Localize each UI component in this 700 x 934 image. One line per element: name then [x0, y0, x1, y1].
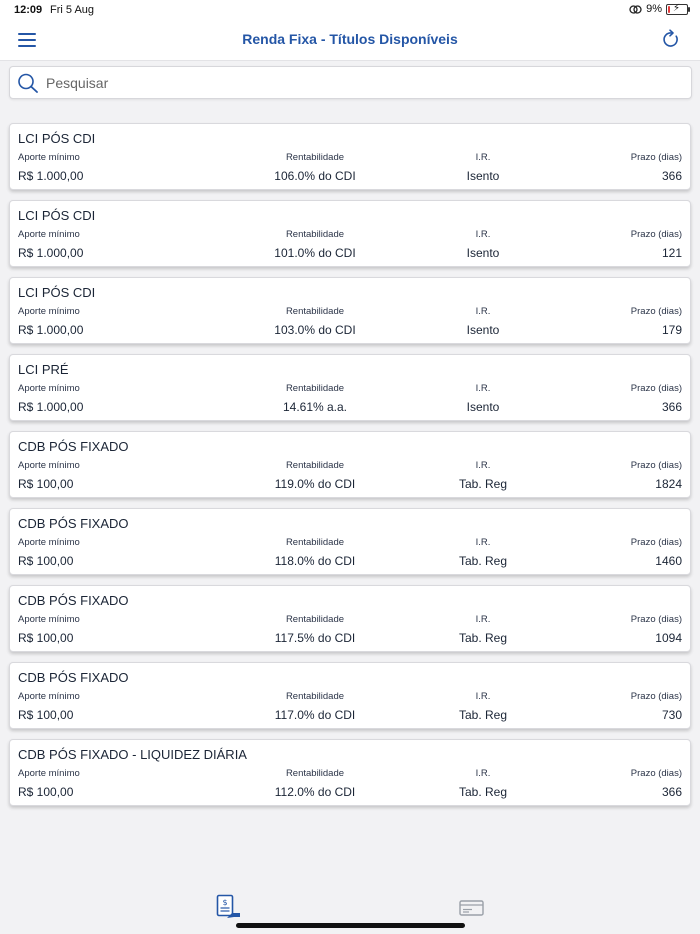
- title-name: LCI PÓS CDI: [18, 131, 96, 146]
- title-card[interactable]: [9, 431, 691, 498]
- value-rentabilidade: 117.0% do CDI: [274, 708, 356, 722]
- screen-mirror-icon: [629, 5, 642, 14]
- value-aporte-minimo: R$ 100,00: [18, 708, 74, 722]
- battery-percent: 9%: [646, 3, 662, 15]
- value-prazo: 1460: [655, 554, 682, 568]
- title-card[interactable]: [9, 123, 691, 190]
- label-ir: I.R.: [475, 229, 491, 240]
- title-card[interactable]: [9, 739, 691, 806]
- search-icon: [17, 73, 39, 93]
- value-prazo: 1094: [655, 631, 682, 645]
- value-prazo: 366: [661, 169, 682, 183]
- label-prazo: Prazo (dias): [630, 383, 682, 394]
- label-prazo: Prazo (dias): [630, 537, 682, 548]
- label-ir: I.R.: [475, 691, 491, 702]
- value-rentabilidade: 106.0% do CDI: [274, 169, 356, 183]
- title-name: LCI PÓS CDI: [18, 285, 96, 300]
- value-ir: Tab. Reg: [458, 554, 508, 568]
- label-aporte-minimo: Aporte mínimo: [18, 691, 80, 702]
- svg-text:$: $: [222, 898, 228, 907]
- label-aporte-minimo: Aporte mínimo: [18, 229, 80, 240]
- title-card[interactable]: [9, 508, 691, 575]
- label-rentabilidade: Rentabilidade: [285, 152, 345, 163]
- value-rentabilidade: 118.0% do CDI: [274, 554, 356, 568]
- value-ir: Isento: [466, 323, 500, 337]
- value-ir: Isento: [466, 169, 500, 183]
- value-ir: Tab. Reg: [458, 477, 508, 491]
- value-ir: Tab. Reg: [458, 631, 508, 645]
- titles-list: [9, 123, 691, 816]
- title-card[interactable]: [9, 354, 691, 421]
- value-rentabilidade: 119.0% do CDI: [274, 477, 356, 491]
- label-prazo: Prazo (dias): [630, 691, 682, 702]
- label-prazo: Prazo (dias): [630, 460, 682, 471]
- page-title: Renda Fixa - Títulos Disponíveis: [242, 31, 458, 47]
- value-ir: Tab. Reg: [458, 708, 508, 722]
- label-ir: I.R.: [475, 383, 491, 394]
- title-card[interactable]: [9, 277, 691, 344]
- value-rentabilidade: 103.0% do CDI: [274, 323, 356, 337]
- title-card[interactable]: [9, 585, 691, 652]
- status-right: [629, 3, 688, 15]
- title-name: CDB PÓS FIXADO: [18, 439, 129, 454]
- label-prazo: Prazo (dias): [630, 152, 682, 163]
- value-aporte-minimo: R$ 100,00: [18, 554, 74, 568]
- label-rentabilidade: Rentabilidade: [285, 383, 345, 394]
- label-aporte-minimo: Aporte mínimo: [18, 614, 80, 625]
- value-prazo: 121: [661, 246, 682, 260]
- value-aporte-minimo: R$ 100,00: [18, 785, 74, 799]
- title-name: CDB PÓS FIXADO: [18, 593, 129, 608]
- value-rentabilidade: 117.5% do CDI: [274, 631, 356, 645]
- status-date: Fri 5 Aug: [50, 4, 95, 16]
- label-ir: I.R.: [475, 152, 491, 163]
- title-name: CDB PÓS FIXADO: [18, 670, 129, 685]
- status-bar: [0, 0, 700, 20]
- status-time: 12:09: [14, 4, 43, 16]
- label-aporte-minimo: Aporte mínimo: [18, 768, 80, 779]
- label-prazo: Prazo (dias): [630, 768, 682, 779]
- value-ir: Isento: [466, 246, 500, 260]
- document-money-icon[interactable]: [216, 894, 242, 920]
- value-prazo: 366: [661, 785, 682, 799]
- label-ir: I.R.: [475, 614, 491, 625]
- label-prazo: Prazo (dias): [630, 306, 682, 317]
- title-card[interactable]: [9, 662, 691, 729]
- label-rentabilidade: Rentabilidade: [285, 691, 345, 702]
- label-rentabilidade: Rentabilidade: [285, 460, 345, 471]
- search-input[interactable]: [44, 71, 678, 95]
- value-aporte-minimo: R$ 1.000,00: [18, 169, 84, 183]
- label-aporte-minimo: Aporte mínimo: [18, 152, 80, 163]
- value-rentabilidade: 101.0% do CDI: [274, 246, 356, 260]
- title-name: CDB PÓS FIXADO: [18, 516, 129, 531]
- value-ir: Tab. Reg: [458, 785, 508, 799]
- title-card[interactable]: [9, 200, 691, 267]
- label-ir: I.R.: [475, 768, 491, 779]
- value-prazo: 1824: [655, 477, 682, 491]
- label-prazo: Prazo (dias): [630, 614, 682, 625]
- value-prazo: 179: [661, 323, 682, 337]
- app-header: [0, 20, 700, 61]
- value-rentabilidade: 112.0% do CDI: [274, 785, 356, 799]
- value-aporte-minimo: R$ 1.000,00: [18, 400, 84, 414]
- label-aporte-minimo: Aporte mínimo: [18, 306, 80, 317]
- label-prazo: Prazo (dias): [630, 229, 682, 240]
- value-rentabilidade: 14.61% a.a.: [282, 400, 348, 414]
- value-aporte-minimo: R$ 1.000,00: [18, 246, 84, 260]
- refresh-icon[interactable]: [662, 29, 680, 49]
- value-ir: Isento: [466, 400, 500, 414]
- value-prazo: 730: [661, 708, 682, 722]
- label-aporte-minimo: Aporte mínimo: [18, 460, 80, 471]
- title-name: CDB PÓS FIXADO - LIQUIDEZ DIÁRIA: [18, 747, 247, 762]
- label-rentabilidade: Rentabilidade: [285, 229, 345, 240]
- label-ir: I.R.: [475, 537, 491, 548]
- value-aporte-minimo: R$ 100,00: [18, 477, 74, 491]
- label-rentabilidade: Rentabilidade: [285, 768, 345, 779]
- label-aporte-minimo: Aporte mínimo: [18, 537, 80, 548]
- label-rentabilidade: Rentabilidade: [285, 614, 345, 625]
- home-indicator: [236, 923, 465, 928]
- label-rentabilidade: Rentabilidade: [285, 537, 345, 548]
- search-bar[interactable]: [9, 66, 692, 99]
- card-icon[interactable]: [459, 900, 484, 916]
- label-ir: I.R.: [475, 306, 491, 317]
- label-ir: I.R.: [475, 460, 491, 471]
- value-aporte-minimo: R$ 1.000,00: [18, 323, 84, 337]
- title-name: LCI PÓS CDI: [18, 208, 96, 223]
- battery-icon: ⚡: [666, 4, 688, 15]
- title-name: LCI PRÉ: [18, 362, 69, 377]
- label-rentabilidade: Rentabilidade: [285, 306, 345, 317]
- value-aporte-minimo: R$ 100,00: [18, 631, 74, 645]
- label-aporte-minimo: Aporte mínimo: [18, 383, 80, 394]
- value-prazo: 366: [661, 400, 682, 414]
